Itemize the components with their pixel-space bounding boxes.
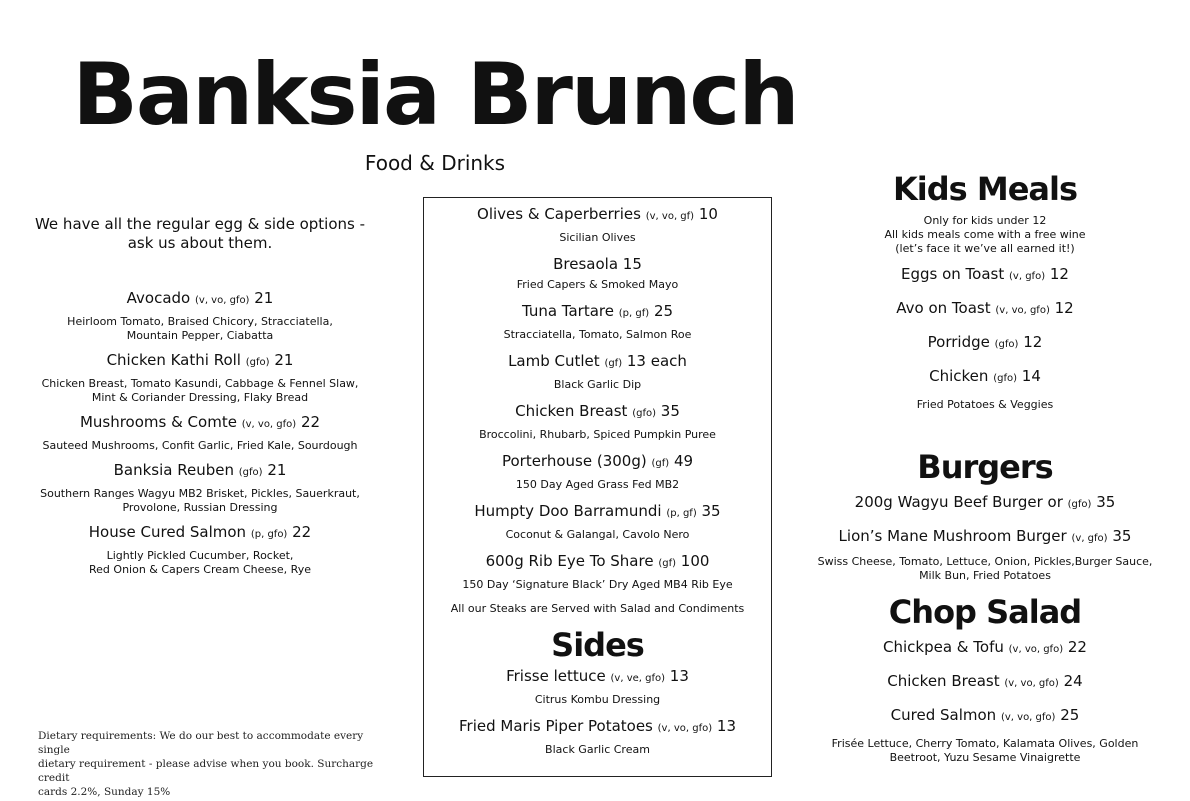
menu-item xyxy=(800,492,1170,515)
menu-item xyxy=(800,264,1170,287)
menu-item xyxy=(424,401,771,442)
item-description: Fried Capers & Smoked Mayo xyxy=(516,278,679,291)
item-price: 12 xyxy=(1023,333,1043,351)
item-name: Eggs on Toast xyxy=(901,265,1005,283)
item-name: Fried Maris Piper Potatoes xyxy=(459,717,653,735)
item-name: Cured Salmon xyxy=(890,706,997,724)
page-subtitle: Food & Drinks xyxy=(364,151,506,175)
item-price: 21 xyxy=(274,351,294,369)
burgers-heading: Burgers xyxy=(917,448,1053,486)
item-diet: (v, vo, gfo) xyxy=(995,305,1050,316)
menu-item xyxy=(800,671,1170,694)
item-name: House Cured Salmon xyxy=(88,523,247,541)
item-diet: (v, vo, gfo) xyxy=(1008,644,1064,655)
item-description: Sauteed Mushrooms, Confit Garlic, Fried Kale, Sourdough xyxy=(42,439,358,452)
menu-item xyxy=(20,460,380,515)
intro-line: We have all the regular egg & side options - xyxy=(34,215,366,233)
item-diet: (p, gf) xyxy=(666,508,697,519)
item-diet: (gf) xyxy=(651,458,670,469)
item-price: 10 xyxy=(698,205,718,223)
kids-heading: Kids Meals xyxy=(892,170,1077,208)
item-name: Chicken Breast xyxy=(887,672,1000,690)
menu-item xyxy=(800,298,1170,321)
menu-item xyxy=(424,351,771,392)
item-description: Black Garlic Dip xyxy=(553,378,642,391)
item-price: 13 each xyxy=(626,352,687,370)
item-description: Mint & Coriander Dressing, Flaky Bread xyxy=(91,391,309,404)
footer-line: Dietary requirements: We do our best to accommodate every single xyxy=(38,730,364,756)
item-diet: (p, gf) xyxy=(618,308,650,319)
item-price: 12 xyxy=(1054,299,1074,317)
item-price: 21 xyxy=(254,289,274,307)
item-description: Stracciatella, Tomato, Salmon Roe xyxy=(503,328,692,341)
kids-description: Fried Potatoes & Veggies xyxy=(916,398,1054,411)
burgers-description xyxy=(800,555,1170,583)
intro-line: ask us about them. xyxy=(127,234,273,252)
menu-item xyxy=(20,412,380,453)
item-price: 13 xyxy=(716,717,736,735)
item-diet: (gfo) xyxy=(994,339,1019,350)
item-price: 49 xyxy=(673,452,694,470)
right-column xyxy=(800,170,1170,765)
item-diet: (gfo) xyxy=(993,373,1017,384)
item-diet: (v, vo, gfo) xyxy=(1004,678,1059,689)
item-price: 24 xyxy=(1063,672,1083,690)
item-name: Mushrooms & Comte xyxy=(79,413,237,431)
item-name: Lion’s Mane Mushroom Burger xyxy=(838,527,1067,545)
item-diet: (v, gfo) xyxy=(1009,271,1046,282)
item-description: Citrus Kombu Dressing xyxy=(534,693,661,706)
item-diet: (gfo) xyxy=(238,467,263,478)
item-description: Black Garlic Cream xyxy=(545,743,650,756)
menu-item xyxy=(800,332,1170,355)
intro-note xyxy=(20,215,380,253)
item-diet: (p, gfo) xyxy=(250,529,288,540)
menu-item xyxy=(20,522,380,577)
item-name: Lamb Cutlet xyxy=(508,352,600,370)
item-diet: (v, vo, gfo) xyxy=(241,419,297,430)
item-name: Chicken Breast xyxy=(515,402,628,420)
item-name: Chickpea & Tofu xyxy=(883,638,1004,656)
item-diet: (gf) xyxy=(658,558,677,569)
kids-note-line: Only for kids under 12 xyxy=(923,214,1047,227)
kids-note-line: (let’s face it we’ve all earned it!) xyxy=(895,242,1075,255)
kids-note-line: All kids meals come with a free wine xyxy=(884,228,1086,241)
item-diet: (v, vo, gf) xyxy=(645,211,695,222)
description-line: Frisée Lettuce, Cherry Tomato, Kalamata Olives, Golden xyxy=(831,737,1139,750)
item-name: Tuna Tartare xyxy=(521,302,614,320)
menu-item xyxy=(800,526,1170,549)
item-price: 21 xyxy=(267,461,287,479)
menu-item xyxy=(424,301,771,342)
item-description: Provolone, Russian Dressing xyxy=(122,501,278,514)
item-price: 15 xyxy=(622,255,642,273)
menu-item xyxy=(424,204,771,245)
item-description: Coconut & Galangal, Cavolo Nero xyxy=(505,528,690,541)
menu-item xyxy=(800,705,1170,728)
item-diet: (gfo) xyxy=(632,408,656,419)
menu-item xyxy=(424,501,771,542)
menu-item xyxy=(800,366,1170,389)
page-title: Banksia Brunch xyxy=(72,45,798,145)
item-diet: (v, ve, gfo) xyxy=(610,673,666,684)
item-price: 100 xyxy=(680,552,710,570)
item-price: 25 xyxy=(653,302,674,320)
item-description: Mountain Pepper, Ciabatta xyxy=(126,329,274,342)
item-diet: (v, vo, gfo) xyxy=(657,723,713,734)
item-price: 35 xyxy=(701,502,721,520)
kids-note xyxy=(800,214,1170,256)
description-line: Beetroot, Yuzu Sesame Vinaigrette xyxy=(889,751,1081,764)
sides-heading: Sides xyxy=(551,626,644,664)
item-price: 35 xyxy=(1112,527,1132,545)
item-name: Porridge xyxy=(927,333,990,351)
menu-item xyxy=(424,666,771,707)
item-name: Porterhouse (300g) xyxy=(501,452,647,470)
dietary-footer-note xyxy=(38,729,388,799)
item-price: 14 xyxy=(1021,367,1041,385)
item-name: Chicken Kathi Roll xyxy=(106,351,241,369)
brunch-menu-list xyxy=(20,288,380,584)
menu-item xyxy=(20,288,380,343)
item-price: 35 xyxy=(660,402,680,420)
item-description: Lightly Pickled Cucumber, Rocket, xyxy=(106,549,294,562)
item-name: Olives & Caperberries xyxy=(477,205,641,223)
menu-item xyxy=(424,451,771,492)
description-line: Swiss Cheese, Tomato, Lettuce, Onion, Pickles,Burger Sauce, xyxy=(817,555,1153,568)
item-description: Southern Ranges Wagyu MB2 Brisket, Pickles, Sauerkraut, xyxy=(40,487,360,500)
item-description: Red Onion & Capers Cream Cheese, Rye xyxy=(89,563,311,576)
item-price: 12 xyxy=(1049,265,1069,283)
item-name: Chicken xyxy=(929,367,989,385)
item-name: Frisse lettuce xyxy=(506,667,606,685)
item-name: 600g Rib Eye To Share xyxy=(485,552,654,570)
item-description: 150 Day ‘Signature Black’ Dry Aged MB4 Rib Eye xyxy=(462,578,733,591)
footer-line: dietary requirement - please advise when you book. Surcharge credit xyxy=(38,758,374,784)
item-name: Bresaola xyxy=(553,255,619,273)
description-line: Milk Bun, Fried Potatoes xyxy=(919,569,1051,582)
item-price: 13 xyxy=(669,667,689,685)
item-description: 150 Day Aged Grass Fed MB2 xyxy=(515,478,680,491)
item-name: Avocado xyxy=(126,289,191,307)
item-diet: (gfo) xyxy=(1067,499,1092,510)
item-name: Humpty Doo Barramundi xyxy=(474,502,662,520)
item-name: Avo on Toast xyxy=(896,299,991,317)
item-price: 25 xyxy=(1060,706,1080,724)
item-description: Heirloom Tomato, Braised Chicory, Stracciatella, xyxy=(67,315,333,328)
steaks-note: All our Steaks are Served with Salad and Condiments xyxy=(450,602,745,615)
item-diet: (gfo) xyxy=(245,357,270,368)
footer-line: cards 2.2%, Sunday 15% xyxy=(38,786,171,798)
item-price: 22 xyxy=(300,413,321,431)
item-diet: (gf) xyxy=(604,358,623,369)
item-description: Broccolini, Rhubarb, Spiced Pumpkin Puree xyxy=(479,428,716,441)
item-name: Banksia Reuben xyxy=(113,461,234,479)
menu-item xyxy=(424,716,771,757)
menu-item xyxy=(20,350,380,405)
item-diet: (v, gfo) xyxy=(1071,533,1108,544)
item-description: Sicilian Olives xyxy=(559,231,636,244)
item-diet: (v, vo, gfo) xyxy=(195,295,250,306)
menu-item xyxy=(800,637,1170,660)
menu-item xyxy=(424,254,771,292)
salad-description xyxy=(800,737,1170,765)
item-price: 22 xyxy=(1067,638,1087,656)
menu-item xyxy=(424,551,771,592)
item-description: Chicken Breast, Tomato Kasundi, Cabbage & Fennel Slaw, xyxy=(41,377,359,390)
item-diet: (v, vo, gfo) xyxy=(1000,712,1056,723)
item-price: 35 xyxy=(1096,493,1116,511)
salad-heading: Chop Salad xyxy=(888,593,1082,631)
item-price: 22 xyxy=(292,523,312,541)
mains-box xyxy=(423,197,772,777)
item-name: 200g Wagyu Beef Burger or xyxy=(854,493,1063,511)
